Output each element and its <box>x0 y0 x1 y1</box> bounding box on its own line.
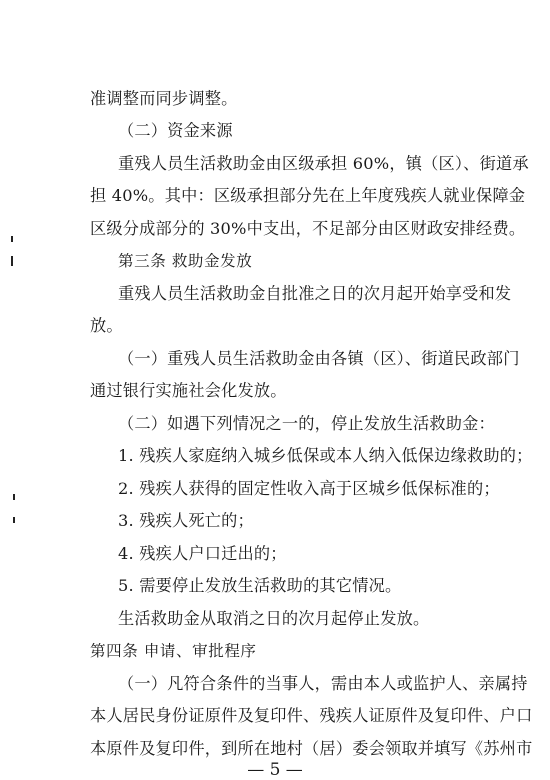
text-line: 本人居民身份证原件及复印件、残疾人证原件及复印件、户口 <box>90 706 533 725</box>
section-heading: （二）资金来源 <box>118 121 233 140</box>
article-heading: 第四条 申请、审批程序 <box>90 642 257 660</box>
text-line: 担 40%。其中：区级承担部分先在上年度残疾人就业保障金 <box>90 186 526 205</box>
text-line: 重残人员生活救助金自批准之日的次月起开始享受和发 <box>118 284 512 303</box>
text-line: 区级分成部分的 30%中支出，不足部分由区财政安排经费。 <box>90 219 526 238</box>
text-line: 放。 <box>90 316 123 335</box>
article-heading: 第三条 救助金发放 <box>118 252 253 270</box>
text-line: （一）重残人员生活救助金由各镇（区）、街道民政部门 <box>118 349 520 368</box>
list-item: 2. 残疾人获得的固定性收入高于区城乡低保标准的； <box>118 479 500 498</box>
list-item: 5. 需要停止发放生活救助的其它情况。 <box>118 576 402 595</box>
text-line: 准调整而同步调整。 <box>90 89 238 108</box>
page-number: — 5 — <box>247 760 303 780</box>
list-item: 4. 残疾人户口迁出的； <box>118 544 287 563</box>
text-line: 通过银行实施社会化发放。 <box>90 381 287 400</box>
text-line: （一）凡符合条件的当事人，需由本人或监护人、亲属持 <box>118 674 528 693</box>
binding-hole-mark <box>13 517 15 523</box>
binding-hole-mark <box>11 256 13 266</box>
text-line: 本原件及复印件，到所在地村（居）委会领取并填写《苏州市 <box>90 739 533 758</box>
list-item: 1. 残疾人家庭纳入城乡低保或本人纳入低保边缘救助的； <box>118 446 533 465</box>
text-line: 生活救助金从取消之日的次月起停止发放。 <box>118 609 430 628</box>
binding-hole-mark <box>11 236 13 242</box>
text-line: 重残人员生活救助金由区级承担 60%，镇（区）、街道承 <box>118 154 529 173</box>
text-line: （二）如遇下列情况之一的，停止发放生活救助金： <box>118 414 495 433</box>
list-item: 3. 残疾人死亡的； <box>118 511 254 530</box>
binding-hole-mark <box>13 494 15 500</box>
